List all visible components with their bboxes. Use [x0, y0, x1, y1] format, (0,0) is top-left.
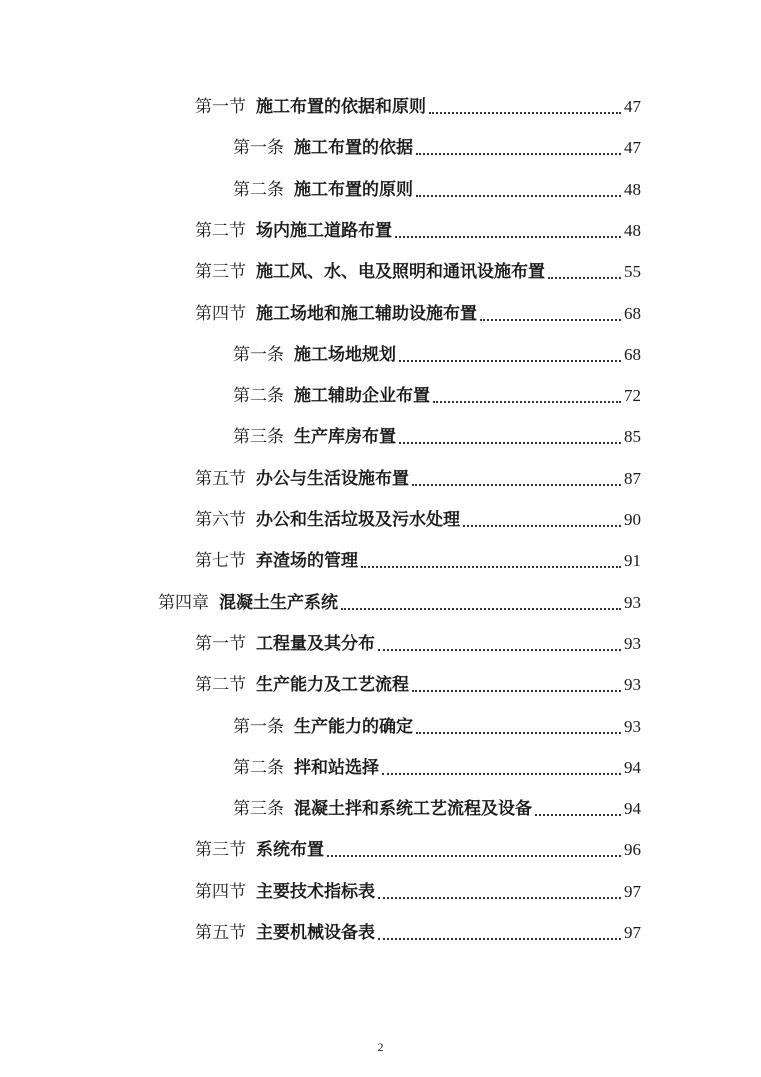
toc-entry[interactable] [233, 175, 641, 205]
toc-entry-title: 施工布置的原则 [294, 180, 413, 200]
toc-entry-title: 生产库房布置 [294, 427, 396, 447]
toc-entry-page: 90 [624, 510, 641, 529]
toc-entry-number: 第一条 [233, 345, 284, 365]
toc-entry-number: 第三条 [233, 427, 284, 447]
toc-entry[interactable] [158, 588, 641, 618]
toc-entry-page: 93 [624, 593, 641, 612]
toc-entry-title: 生产能力的确定 [294, 717, 413, 737]
dot-leader [429, 112, 621, 114]
toc-entry-number: 第三节 [195, 262, 246, 282]
toc-entry[interactable] [195, 216, 641, 246]
toc-entry-page: 68 [624, 304, 641, 323]
toc-entry-number: 第二条 [233, 180, 284, 200]
toc-entry-page: 55 [624, 262, 641, 281]
toc-entry-number: 第三条 [233, 799, 284, 819]
toc-entry[interactable] [233, 340, 641, 370]
toc-entry-title: 混凝土生产系统 [219, 593, 338, 613]
toc-entry[interactable] [195, 92, 641, 122]
dot-leader [433, 401, 621, 403]
toc-entry-title: 弃渣场的管理 [256, 551, 358, 571]
toc-entry[interactable] [195, 877, 641, 907]
dot-leader [378, 649, 621, 651]
toc-entry-title: 办公与生活设施布置 [256, 469, 409, 489]
toc-entry[interactable] [195, 670, 641, 700]
dot-leader [327, 855, 621, 857]
toc-entry-title: 施工风、水、电及照明和通讯设施布置 [256, 262, 545, 282]
dot-leader [416, 153, 621, 155]
toc-entry-number: 第二条 [233, 758, 284, 778]
toc-entry-number: 第四节 [195, 882, 246, 902]
toc-entry[interactable] [195, 918, 641, 948]
toc-entry[interactable] [233, 422, 641, 452]
toc-entry-page: 91 [624, 551, 641, 570]
toc-entry-page: 47 [624, 138, 641, 157]
dot-leader [361, 566, 621, 568]
dot-leader [463, 525, 621, 527]
toc-entry[interactable] [195, 299, 641, 329]
toc-entry-page: 85 [624, 427, 641, 446]
toc-entry-number: 第五节 [195, 923, 246, 943]
toc-entry-page: 93 [624, 675, 641, 694]
toc-entry-number: 第一条 [233, 717, 284, 737]
toc-entry-number: 第二节 [195, 221, 246, 241]
toc-entry-page: 96 [624, 840, 641, 859]
toc-entry-page: 97 [624, 923, 641, 942]
toc-entry-title: 施工布置的依据 [294, 138, 413, 158]
toc-entry-page: 93 [624, 634, 641, 653]
toc-entry-title: 混凝土拌和系统工艺流程及设备 [294, 799, 532, 819]
toc-entry[interactable] [195, 629, 641, 659]
dot-leader [535, 814, 621, 816]
dot-leader [416, 732, 621, 734]
toc-entry-title: 施工场地规划 [294, 345, 396, 365]
toc-entry-number: 第二条 [233, 386, 284, 406]
toc-entry-number: 第六节 [195, 510, 246, 530]
dot-leader [548, 277, 621, 279]
toc-entry-page: 93 [624, 717, 641, 736]
dot-leader [399, 442, 621, 444]
dot-leader [412, 484, 621, 486]
dot-leader [412, 690, 621, 692]
page-number: 2 [377, 1040, 384, 1054]
dot-leader [378, 938, 621, 940]
toc-entry[interactable] [195, 505, 641, 535]
toc-entry-page: 94 [624, 758, 641, 777]
toc-entry[interactable] [233, 753, 641, 783]
toc-entry-number: 第二节 [195, 675, 246, 695]
toc-entry-page: 94 [624, 799, 641, 818]
toc-entry-number: 第三节 [195, 840, 246, 860]
dot-leader [480, 319, 621, 321]
dot-leader [382, 773, 621, 775]
toc-entry-number: 第一节 [195, 634, 246, 654]
toc-entry-title: 办公和生活垃圾及污水处理 [256, 510, 460, 530]
toc-entry[interactable] [233, 712, 641, 742]
toc-entry-page: 97 [624, 882, 641, 901]
dot-leader [341, 608, 621, 610]
toc-entry-title: 场内施工道路布置 [256, 221, 392, 241]
toc-entry[interactable] [195, 464, 641, 494]
toc-entry-title: 拌和站选择 [294, 758, 379, 778]
dot-leader [399, 360, 621, 362]
toc-entry[interactable] [195, 546, 641, 576]
toc-entry-number: 第五节 [195, 469, 246, 489]
toc-entry-title: 主要机械设备表 [256, 923, 375, 943]
toc-entry[interactable] [233, 381, 641, 411]
dot-leader [378, 897, 621, 899]
toc-entry-number: 第四节 [195, 304, 246, 324]
toc-entry-title: 生产能力及工艺流程 [256, 675, 409, 695]
toc-entry[interactable] [233, 133, 641, 163]
toc-entry-page: 47 [624, 97, 641, 116]
toc-entry-title: 工程量及其分布 [256, 634, 375, 654]
toc-entry-number: 第一条 [233, 138, 284, 158]
toc-entry-page: 48 [624, 180, 641, 199]
toc-entry[interactable] [195, 257, 641, 287]
toc-entry-title: 系统布置 [256, 840, 324, 860]
toc-entry-page: 72 [624, 386, 641, 405]
dot-leader [416, 195, 621, 197]
toc-entry-number: 第七节 [195, 551, 246, 571]
toc-entry-page: 68 [624, 345, 641, 364]
toc-entry-title: 施工辅助企业布置 [294, 386, 430, 406]
toc-entry-number: 第一节 [195, 97, 246, 117]
toc-entry-title: 施工场地和施工辅助设施布置 [256, 304, 477, 324]
toc-entry-page: 48 [624, 221, 641, 240]
toc-entry-page: 87 [624, 469, 641, 488]
toc-entry-title: 施工布置的依据和原则 [256, 97, 426, 117]
dot-leader [395, 236, 621, 238]
toc-entry[interactable] [233, 794, 641, 824]
toc-entry-title: 主要技术指标表 [256, 882, 375, 902]
toc-entry-number: 第四章 [158, 593, 209, 613]
toc-entry[interactable] [195, 835, 641, 865]
